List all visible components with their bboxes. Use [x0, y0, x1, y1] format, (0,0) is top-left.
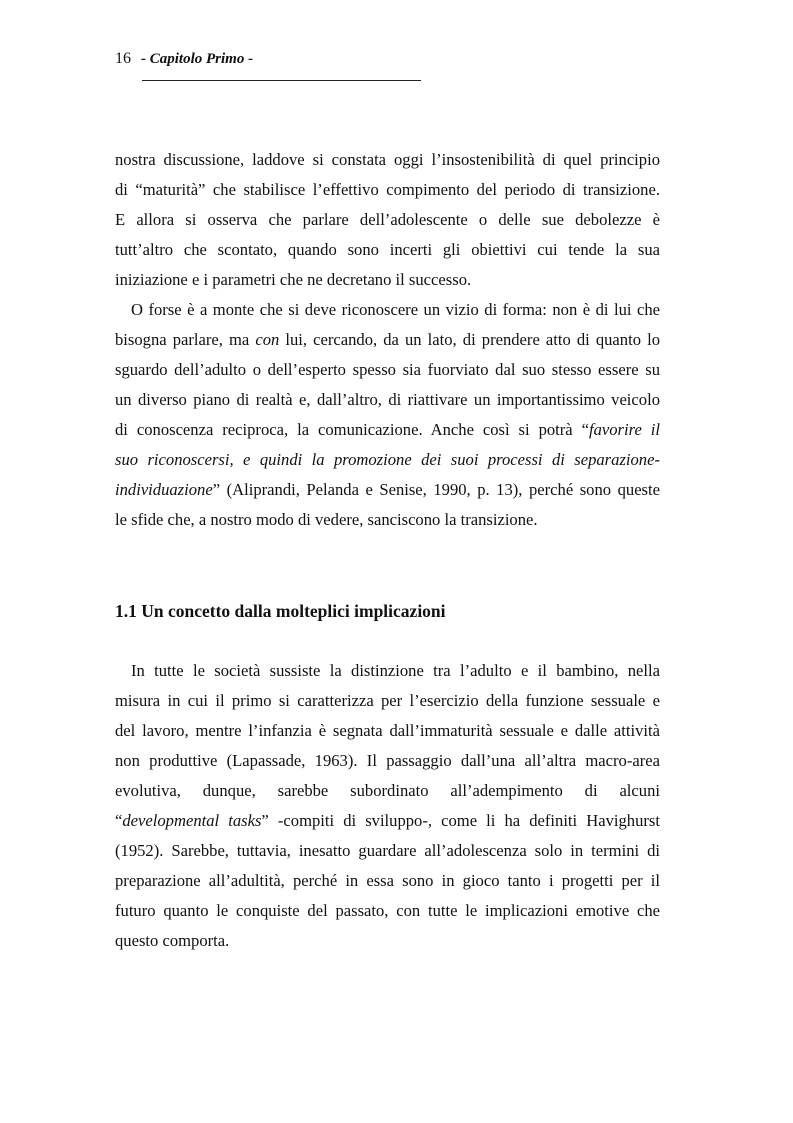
text-line: misura in cui il primo si caratterizza per l’esercizio della funzione sessuale e [115, 691, 660, 710]
italic-quote: individuazione [115, 480, 213, 499]
text-run: “ [115, 811, 123, 830]
italic-quote: favorire il [588, 420, 660, 439]
text-line: preparazione all’adultità, perché in essa sono in gioco tanto i progetti per il [115, 871, 660, 890]
header-rule [142, 80, 421, 81]
text-line: E allora si osserva che parlare dell’adolescente o delle sue debolezze è [115, 210, 660, 229]
paragraph-3 [115, 656, 660, 956]
chapter-title: - Capitolo Primo - [141, 51, 254, 67]
text-line [115, 475, 660, 505]
text-line: non produttive (Lapassade, 1963). Il passaggio dall’una all’altra macro-area [115, 751, 660, 770]
text-run: ” (Aliprandi, Pelanda e Senise, 1990, p. 13), perché sono queste [212, 480, 660, 499]
text-line: un diverso piano di realtà e, dall’altro, di riattivare un importantissimo veicolo [115, 390, 660, 409]
text-line: tutt’altro che scontato, quando sono incerti gli obiettivi cui tende la sua [115, 240, 660, 259]
italic-emphasis: con [255, 330, 280, 349]
running-header [115, 49, 253, 69]
text-line: O forse è a monte che si deve riconoscere un vizio di forma: non è di lui che [131, 300, 660, 319]
text-line: evolutiva, dunque, sarebbe subordinato all’adempimento di alcuni [115, 781, 660, 800]
italic-term: developmental tasks [122, 811, 262, 830]
text-line [115, 806, 660, 836]
text-line: suo riconoscersi, e quindi la promozione dei suoi processi di separazione- [115, 450, 660, 469]
text-line: (1952). Sarebbe, tuttavia, inesatto guardare all’adolescenza solo in termini di [115, 841, 660, 860]
text-run: bisogna parlare, ma [115, 330, 256, 349]
text-run: lui, cercando, da un lato, di prendere atto di quanto lo [279, 330, 660, 349]
text-run: ” -compiti di sviluppo-, come li ha definiti Havighurst [261, 811, 660, 830]
text-line: nostra discussione, laddove si constata oggi l’insostenibilità di quel principio [115, 150, 660, 169]
text-line: questo comporta. [115, 931, 230, 950]
section-heading: 1.1 Un concetto dalla molteplici implicazioni [115, 601, 446, 621]
text-line: sguardo dell’adulto o dell’esperto spesso sia fuorviato dal suo stesso essere su [115, 360, 660, 379]
paragraph-2 [115, 295, 660, 535]
page-number: 16 [115, 50, 131, 67]
text-run: di conoscenza reciproca, la comunicazione. Anche così si potrà “ [115, 420, 589, 439]
text-line: le sfide che, a nostro modo di vedere, sanciscono la transizione. [115, 510, 538, 529]
text-line: iniziazione e i parametri che ne decretano il successo. [115, 270, 472, 289]
paragraph-1 [115, 145, 660, 295]
text-line: del lavoro, mentre l’infanzia è segnata dall’immaturità sessuale e dalle attività [115, 721, 660, 740]
text-line: futuro quanto le conquiste del passato, con tutte le implicazioni emotive che [115, 901, 660, 920]
text-line: In tutte le società sussiste la distinzione tra l’adulto e il bambino, nella [131, 661, 660, 680]
text-line: di “maturità” che stabilisce l’effettivo compimento del periodo di transizione. [115, 180, 660, 199]
text-line [115, 415, 660, 445]
text-line [115, 325, 660, 355]
